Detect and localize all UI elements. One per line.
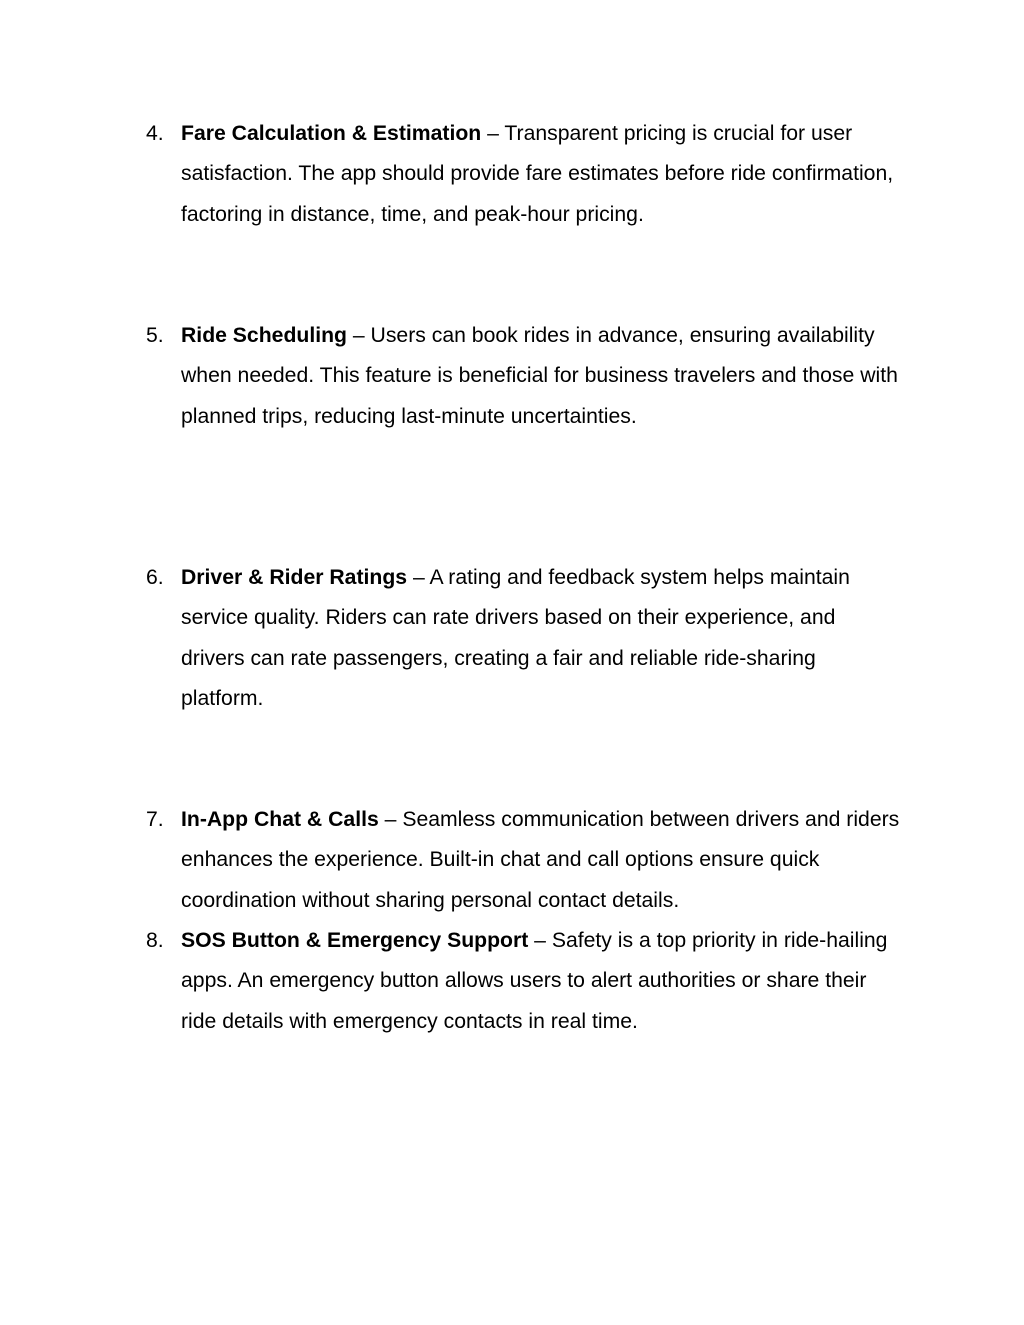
list-item-body: – A rating and feedback system helps maintain service quality. Riders can rate drivers based on their experience, and drivers can rate passengers, creating a fair and reliable ride-sharing platform. [181,566,850,711]
list-item-text [181,114,901,235]
list-item-body: – Transparent pricing is crucial for user satisfaction. The app should provide fare estimates before ride confirmation, factoring in distance, time, and peak-hour pricing. [181,122,894,226]
list-item-number: 8. [146,929,164,952]
list-item-sos [146,921,906,1042]
list-item-title: SOS Button & Emergency Support [181,929,529,952]
list-item-number: 5. [146,324,164,347]
list-item-title: Driver & Rider Ratings [181,566,408,589]
list-item-text [181,558,901,720]
list-item-body: – Users can book rides in advance, ensuring availability when needed. This feature is beneficial for business travelers and those with planned trips, reducing last-minute uncertainties. [181,324,898,428]
list-item-fare-calculation [146,114,906,235]
list-item-body: – Seamless communication between drivers and riders enhances the experience. Built-in chat and call options ensure quick coordination without sharing personal contact details. [181,808,900,912]
list-item-title: Fare Calculation & Estimation [181,122,482,145]
list-item-chat-calls [146,800,906,921]
list-item-number: 6. [146,566,164,589]
list-item-body: – Safety is a top priority in ride-hailing apps. An emergency button allows users to alert authorities or share their ride details with emergency contacts in real time. [181,929,888,1033]
list-item-number: 4. [146,122,164,145]
list-item-text [181,921,901,1042]
list-item-title: In-App Chat & Calls [181,808,379,831]
list-item-text [181,800,901,921]
list-item-title: Ride Scheduling [181,324,347,347]
list-item-ratings [146,558,906,720]
list-item-ride-scheduling [146,316,906,437]
list-item-text [181,316,901,437]
list-item-number: 7. [146,808,164,831]
